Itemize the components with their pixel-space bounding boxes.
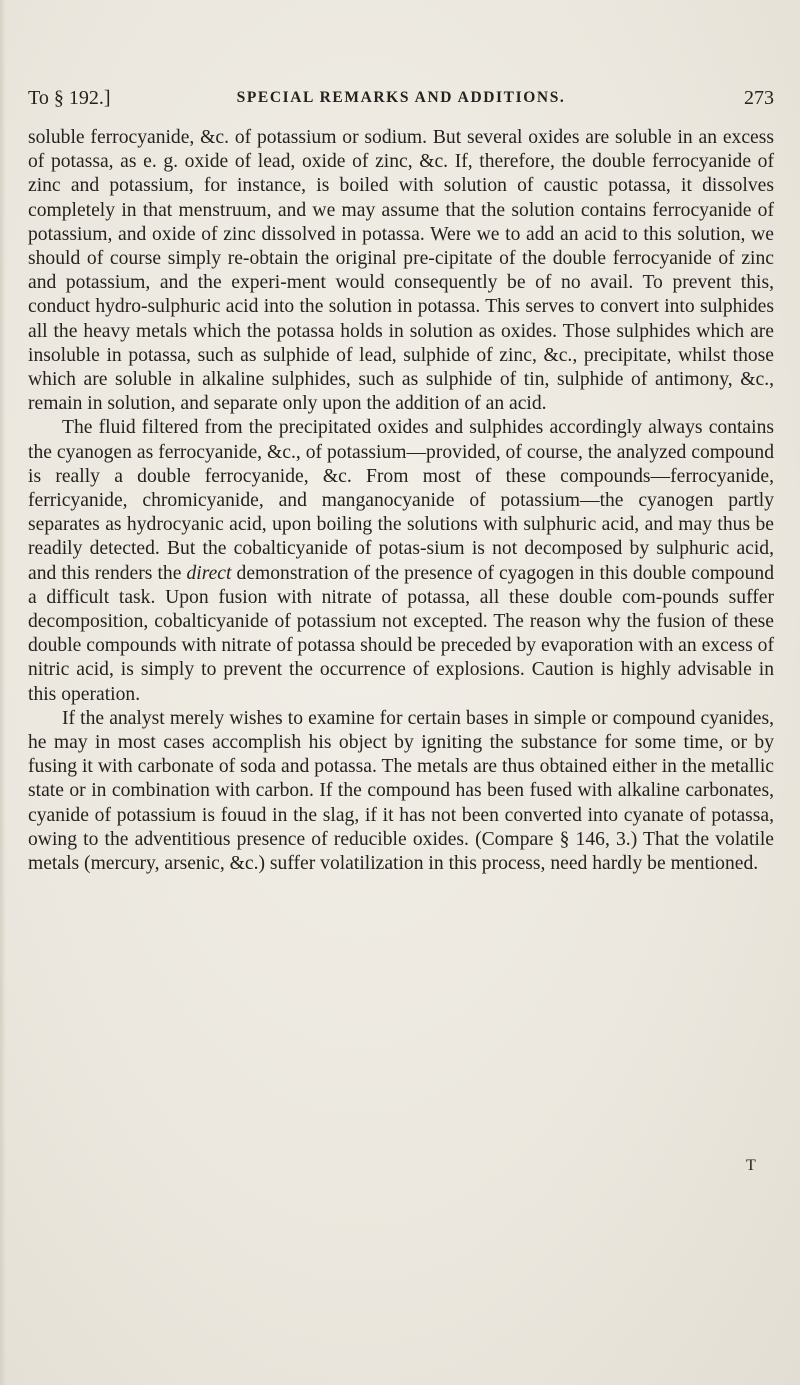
binding-edge [0,0,6,1385]
body-text [28,126,774,876]
section-reference: To § 192.] [28,87,111,109]
page-number: 273 [744,87,774,109]
paragraph-2 [28,416,774,706]
paragraph-2-text: The fluid filtered from the precipitated oxides and sulphides accordingly always contains the cyanogen as ferrocyanide, &c., of potassium—provided, of course, the analyzed compound is really a double ferrocyanide, &c. From most of these compounds—ferrocyanide, ferricyanide, chromicyanide, and manganocyanide of potassium—the cyanogen partly separates as hydrocyanic acid, upon boiling the solutions with sulphuric acid, and may thus be readily detected. But the cobalticyanide of potas-sium is not decomposed by sulphuric acid, and this renders the [28,417,774,584]
paragraph-1: soluble ferrocyanide, &c. of potassium or sodium. But several oxides are soluble in an excess of potassa, as e. g. oxide of lead, oxide of zinc, &c. If, therefore, the double ferrocyanide of zinc and potassium, for instance, is boiled with solution of caustic potassa, it dissolves completely in that menstruum, and we may assume that the solution contains ferrocyanide of potassium, and oxide of zinc dissolved in potassa. Were we to add an acid to this solution, we should of course simply re-obtain the original pre-cipitate of the double ferrocyanide of zinc and potassium, and the experi-ment would consequently be of no avail. To prevent this, conduct hydro-sulphuric acid into the solution in potassa. This serves to convert into sulphides all the heavy metals which the potassa holds in solution as oxides. Those sulphides which are insoluble in potassa, such as sulphide of lead, sulphide of zinc, &c., precipitate, whilst those which are soluble in alkaline sulphides, such as sulphide of tin, sulphide of antimony, &c., remain in solution, and separate only upon the addition of an acid. [28,127,774,415]
signature-mark: T [746,1157,756,1174]
running-title: SPECIAL REMARKS AND ADDITIONS. [236,89,566,106]
running-head [28,84,774,112]
emphasis-direct: direct [186,562,232,584]
paragraph-3: If the analyst merely wishes to examine for certain bases in simple or compound cyanides, he may in most cases accomplish his object by igniting the substance for some time, or by fusing it with carbonate of soda and potassa. The metals are thus obtained either in the metallic state or in combination with carbon. If the compound has been fused with alkaline carbonates, cyanide of potassium is fouud in the slag, if it has not been converted into cyanate of potassa, owing to the adventitious presence of reducible oxides. (Compare § 146, 3.) That the volatile metals (mercury, arsenic, &c.) suffer volatilization in this process, need hardly be mentioned. [28,707,774,875]
paragraph-2-continuation: demonstration of the presence of cyagogen in this double compound a difficult task. Upon fusion with nitrate of potassa, all these double com-pounds suffer decomposition, cobalticyanide of potassium not excepted. The reason why the fusion of these double compounds with nitrate of potassa should be preceded by evaporation with an excess of nitric acid, is simply to prevent the occurrence of explosions. Caution is highly advisable in this operation. [28,562,774,705]
